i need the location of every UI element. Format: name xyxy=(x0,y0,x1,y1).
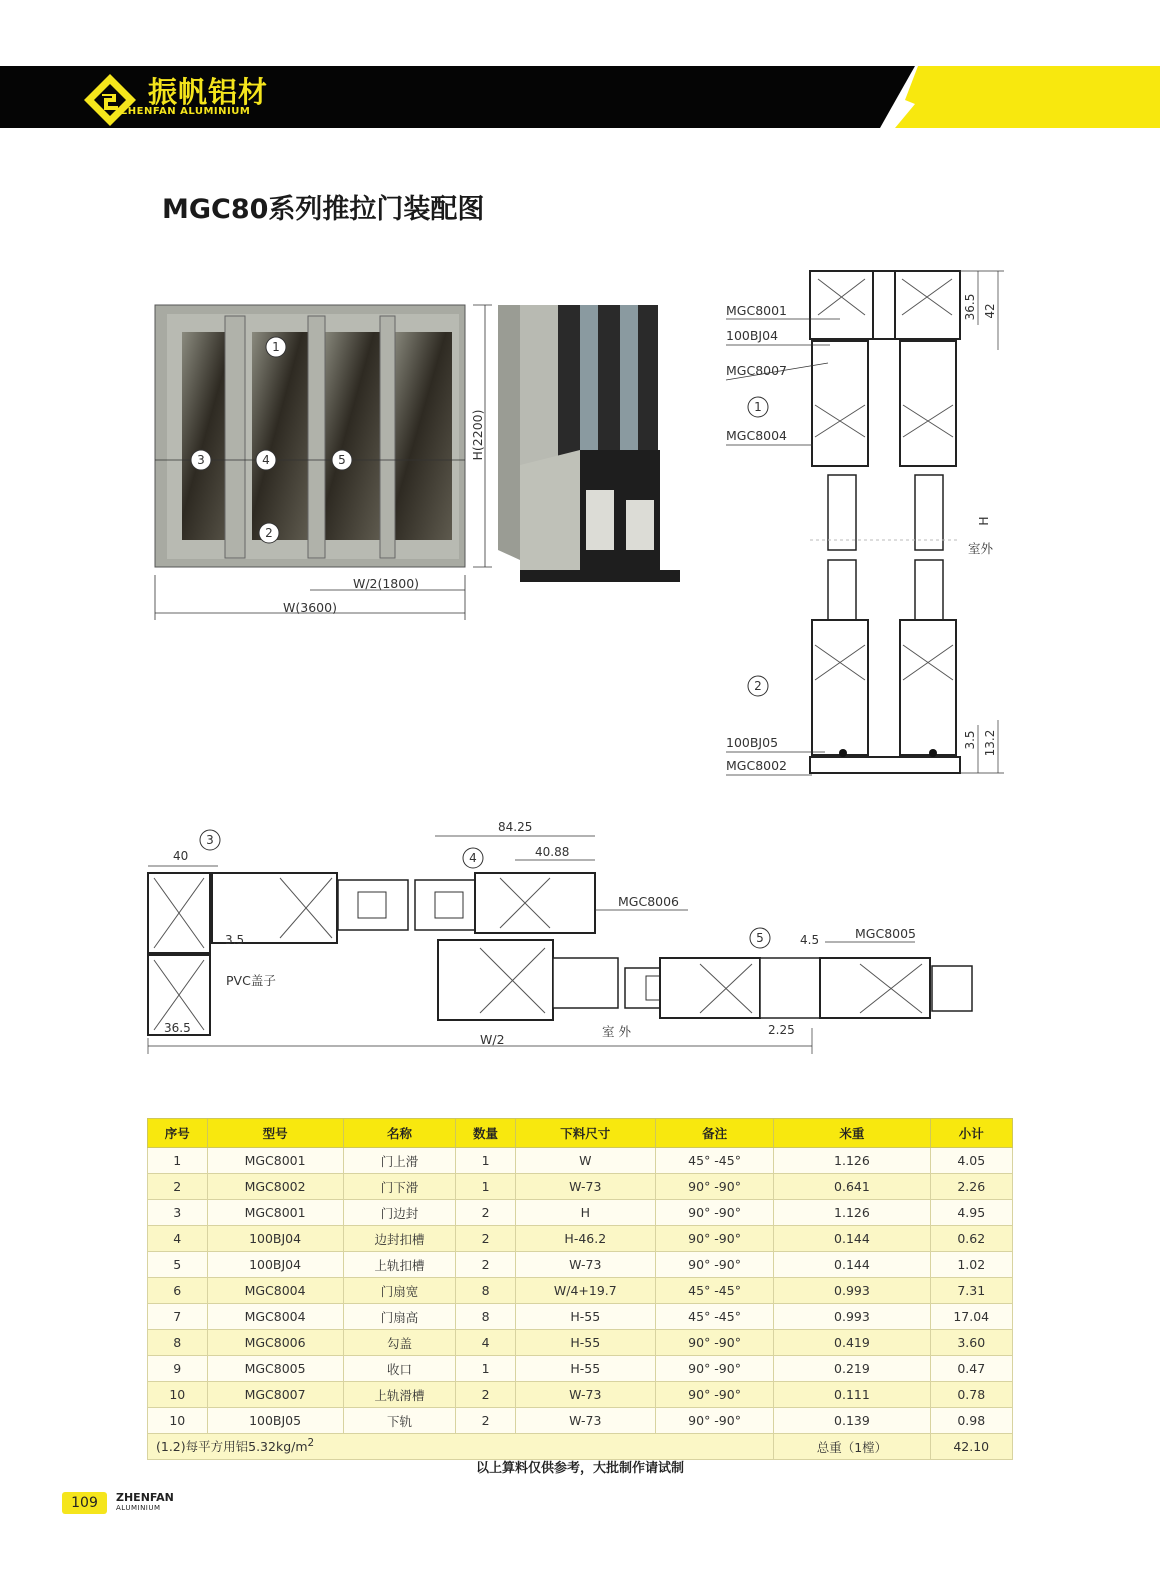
table-row: 8 MGC8006 勾盖 4 H-55 90° -90° 0.419 3.60 xyxy=(148,1330,1013,1356)
label-100bj04: 100BJ04 xyxy=(726,328,779,343)
table-row: 5 100BJ04 上轨扣槽 2 W-73 90° -90° 0.144 1.02 xyxy=(148,1252,1013,1278)
horizontal-section xyxy=(140,818,1020,1063)
marker-1 xyxy=(266,337,286,357)
table-row: 9 MGC8005 收口 1 H-55 90° -90° 0.219 0.47 xyxy=(148,1356,1013,1382)
label-mgc8001: MGC8001 xyxy=(726,303,788,318)
table-row: 7 MGC8004 门扇高 8 H-55 45° -45° 0.993 17.04 xyxy=(148,1304,1013,1330)
half-width-dim: W/2(1800) xyxy=(352,576,420,591)
table-row: 3 MGC8001 门边封 2 H 90° -90° 1.126 4.95 xyxy=(148,1200,1013,1226)
hdim-3-5: 3.5 xyxy=(225,933,245,947)
height-dim: H(2200) xyxy=(470,409,485,461)
col-weight: 米重 xyxy=(774,1119,930,1148)
marker-4 xyxy=(256,450,276,470)
brand-name-cn: 振帆铝材 xyxy=(148,75,269,109)
label-pvc-cap: PVC盖子 xyxy=(226,973,276,988)
svg-text:5: 5 xyxy=(756,931,764,945)
hsection-marker-5 xyxy=(750,928,770,948)
hdim-40: 40 xyxy=(173,849,189,863)
hsection-marker-4 xyxy=(463,848,483,868)
svg-text:1: 1 xyxy=(272,340,280,354)
dim-13-2: 13.2 xyxy=(983,729,997,757)
col-qty: 数量 xyxy=(456,1119,516,1148)
outside-label-v: 室外 xyxy=(968,541,994,556)
table-row: 6 MGC8004 门扇宽 8 W/4+19.7 45° -45° 0.993 7.31 xyxy=(148,1278,1013,1304)
col-remark: 备注 xyxy=(655,1119,774,1148)
table-header-row xyxy=(148,1119,1013,1148)
svg-text:1: 1 xyxy=(754,400,762,414)
svg-text:3: 3 xyxy=(206,833,214,847)
hdim-40-88: 40.88 xyxy=(535,845,570,859)
label-100bj05: 100BJ05 xyxy=(726,735,779,750)
total-weight-value: 42.10 xyxy=(930,1434,1013,1460)
svg-text:4: 4 xyxy=(262,453,270,467)
section-marker-2 xyxy=(748,676,768,696)
svg-text:2: 2 xyxy=(754,679,762,693)
corner-3d-view xyxy=(498,305,680,582)
label-mgc8002: MGC8002 xyxy=(726,758,788,773)
total-weight-label: 总重（1樘） xyxy=(774,1434,930,1460)
section-marker-1 xyxy=(748,397,768,417)
table-row: 10 100BJ05 下轨 2 W-73 90° -90° 0.139 0.98 xyxy=(148,1408,1013,1434)
label-mgc8004: MGC8004 xyxy=(726,428,788,443)
svg-text:2: 2 xyxy=(265,526,273,540)
table-row: 10 MGC8007 上轨滑槽 2 W-73 90° -90° 0.111 0.78 xyxy=(148,1382,1013,1408)
dim-h: H xyxy=(976,516,991,526)
col-cut-size: 下料尺寸 xyxy=(515,1119,655,1148)
brand-logo-icon xyxy=(82,72,138,128)
footer-brand: ZHENFAN ALUMINIUM xyxy=(116,1491,174,1512)
marker-3 xyxy=(191,450,211,470)
hsection-marker-3 xyxy=(200,830,220,850)
hdim-w2: W/2 xyxy=(480,1032,505,1047)
page-number: 109 xyxy=(62,1492,107,1514)
label-mgc8005: MGC8005 xyxy=(855,926,917,941)
width-dim: W(3600) xyxy=(283,600,337,615)
materials-table xyxy=(147,1118,1013,1460)
dim-42: 42 xyxy=(983,303,997,319)
reference-note: 以上算料仅供参考，大批制作请试制 xyxy=(475,1461,684,1476)
table-row: 1 MGC8001 门上滑 1 W 45° -45° 1.126 4.05 xyxy=(148,1148,1013,1174)
dim-3-5-v: 3.5 xyxy=(963,730,977,750)
outside-label-h: 室 外 xyxy=(602,1024,631,1039)
table-row: 4 100BJ04 边封扣槽 2 H-46.2 90° -90° 0.144 0.62 xyxy=(148,1226,1013,1252)
brand-name-en: ZHENFAN ALUMINIUM xyxy=(120,106,251,117)
table-row: 2 MGC8002 门下滑 1 W-73 90° -90° 0.641 2.26 xyxy=(148,1174,1013,1200)
col-name: 名称 xyxy=(343,1119,456,1148)
dim-36-5: 36.5 xyxy=(963,293,977,321)
label-mgc8007: MGC8007 xyxy=(726,363,788,378)
col-subtotal: 小计 xyxy=(930,1119,1013,1148)
svg-text:4: 4 xyxy=(469,851,477,865)
hdim-2-25: 2.25 xyxy=(768,1023,795,1037)
label-mgc8006: MGC8006 xyxy=(618,894,680,909)
col-index: 序号 xyxy=(148,1119,208,1148)
hdim-84-25: 84.25 xyxy=(498,820,533,834)
table-footer-row xyxy=(148,1434,1013,1460)
page-title: MGC80系列推拉门装配图 xyxy=(162,194,485,225)
hdim-4-5: 4.5 xyxy=(800,933,820,947)
col-model: 型号 xyxy=(207,1119,343,1148)
hdim-36-5: 36.5 xyxy=(164,1021,191,1035)
marker-2 xyxy=(259,523,279,543)
vertical-section xyxy=(720,265,1020,785)
aluminium-per-sqm: (1.2)每平方用铝$5.32kg/m^2$ xyxy=(148,1434,774,1460)
marker-5 xyxy=(332,450,352,470)
svg-text:3: 3 xyxy=(197,453,205,467)
door-elevation xyxy=(140,290,700,630)
svg-text:5: 5 xyxy=(338,453,346,467)
